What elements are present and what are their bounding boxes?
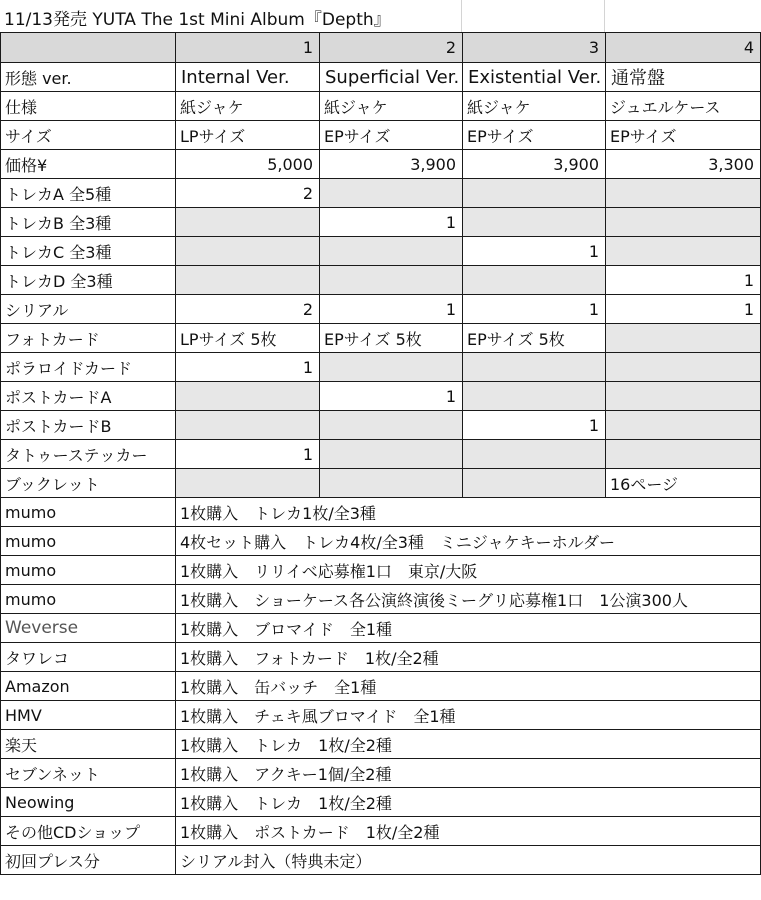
divider [604,0,605,32]
row-label: 価格¥ [1,150,176,179]
shop-row [1,614,761,643]
table-cell: 1 [606,295,761,324]
table-cell [176,382,320,411]
page-title: 11/13発売 YUTA The 1st Mini Album『Depth』 [4,10,391,30]
table-cell: 1 [320,208,463,237]
row-label: トレカA 全5種 [1,179,176,208]
shop-benefit: 1枚購入 ブロマイド 全1種 [176,614,761,643]
table-cell: Internal Ver. [176,63,320,92]
table-cell [463,266,606,295]
shop-benefit: 1枚購入 トレカ 1枚/全2種 [176,730,761,759]
table-cell [320,266,463,295]
row-label: ポストカードA [1,382,176,411]
table-cell [463,382,606,411]
table-cell: 1 [320,382,463,411]
table-cell [320,237,463,266]
table-cell: 2 [176,179,320,208]
table-cell: 2 [176,295,320,324]
table-cell: EPサイズ [606,121,761,150]
table-cell [176,208,320,237]
table-row [1,266,761,295]
row-label: トレカB 全3種 [1,208,176,237]
table-cell: Superficial Ver. [320,63,463,92]
shop-name: 楽天 [1,730,176,759]
shop-name: Amazon [1,672,176,701]
table-row [1,382,761,411]
table-cell [320,440,463,469]
shop-row [1,788,761,817]
shop-row [1,556,761,585]
shop-name: Weverse [1,614,176,643]
table-cell: 紙ジャケ [463,92,606,121]
shop-name: その他CDショップ [1,817,176,846]
table-cell: 紙ジャケ [176,92,320,121]
shop-name: mumo [1,498,176,527]
table-row [1,295,761,324]
table-row [1,179,761,208]
shop-benefit: 4枚セット購入 トレカ4枚/全3種 ミニジャケキーホルダー [176,527,761,556]
table-cell [463,440,606,469]
table-cell: 1 [606,266,761,295]
table-row [1,440,761,469]
column-header: 1 [176,33,320,63]
shop-benefit: 1枚購入 アクキー1個/全2種 [176,759,761,788]
row-label: トレカD 全3種 [1,266,176,295]
row-label: ポラロイドカード [1,353,176,382]
table-cell [176,237,320,266]
table-cell [463,208,606,237]
shop-name: mumo [1,556,176,585]
shop-benefit: 1枚購入 トレカ1枚/全3種 [176,498,761,527]
table-row [1,237,761,266]
table-cell [606,237,761,266]
table-row [1,150,761,179]
table-cell: Existential Ver. [463,63,606,92]
shop-row [1,759,761,788]
table-cell [176,266,320,295]
table-cell [320,179,463,208]
table-row [1,411,761,440]
table-cell [606,382,761,411]
column-header: 3 [463,33,606,63]
shop-name: Neowing [1,788,176,817]
row-label: 形態 ver. [1,63,176,92]
table-cell [176,469,320,498]
shop-benefit: 1枚購入 リリイベ応募権1口 東京/大阪 [176,556,761,585]
shop-row [1,817,761,846]
table-cell: EPサイズ [320,121,463,150]
table-cell [320,411,463,440]
table-cell: 1 [176,440,320,469]
title-row [0,0,746,32]
row-label: ポストカードB [1,411,176,440]
release-table [0,32,761,875]
shop-benefit: 1枚購入 フォトカード 1枚/全2種 [176,643,761,672]
table-cell [463,353,606,382]
shop-name: タワレコ [1,643,176,672]
row-label: トレカC 全3種 [1,237,176,266]
table-cell: 16ページ [606,469,761,498]
shop-row [1,585,761,614]
table-cell [463,469,606,498]
table-cell: 1 [176,353,320,382]
shop-benefit: 1枚購入 トレカ 1枚/全2種 [176,788,761,817]
row-label: タトゥーステッカー [1,440,176,469]
shop-row [1,527,761,556]
table-cell [320,353,463,382]
row-label: 仕様 [1,92,176,121]
shop-name: HMV [1,701,176,730]
table-cell [320,469,463,498]
divider [461,0,462,32]
table-cell: ジュエルケース [606,92,761,121]
table-cell: EPサイズ [463,121,606,150]
table-cell: 1 [463,237,606,266]
table-row [1,353,761,382]
table-row [1,208,761,237]
row-label: ブックレット [1,469,176,498]
shop-row [1,643,761,672]
row-label: シリアル [1,295,176,324]
header-corner [1,33,176,63]
shop-benefit: 1枚購入 缶バッチ 全1種 [176,672,761,701]
table-cell: EPサイズ 5枚 [463,324,606,353]
table-cell: 3,300 [606,150,761,179]
table-cell: EPサイズ 5枚 [320,324,463,353]
table-cell [606,208,761,237]
row-label: フォトカード [1,324,176,353]
table-row [1,469,761,498]
column-header: 2 [320,33,463,63]
table-cell [606,440,761,469]
row-label: サイズ [1,121,176,150]
shop-row [1,672,761,701]
table-cell: 1 [463,295,606,324]
shop-row [1,846,761,875]
table-row [1,324,761,353]
table-cell [606,411,761,440]
header-row [1,33,761,63]
table-cell: 通常盤 [606,63,761,92]
shop-row [1,730,761,759]
table-cell: 1 [463,411,606,440]
table-row [1,121,761,150]
shop-benefit: 1枚購入 ポストカード 1枚/全2種 [176,817,761,846]
table-cell: 5,000 [176,150,320,179]
table-cell: LPサイズ [176,121,320,150]
shop-name: 初回プレス分 [1,846,176,875]
table-cell [606,179,761,208]
shop-name: mumo [1,585,176,614]
shop-benefit: 1枚購入 チェキ風ブロマイド 全1種 [176,701,761,730]
shop-benefit: 1枚購入 ショーケース各公演終演後ミーグリ応募権1口 1公演300人 [176,585,761,614]
table-cell: 紙ジャケ [320,92,463,121]
column-header: 4 [606,33,761,63]
shop-benefit: シリアル封入（特典未定） [176,846,761,875]
shop-row [1,701,761,730]
table-row [1,92,761,121]
shop-row [1,498,761,527]
shop-name: セブンネット [1,759,176,788]
table-cell [606,324,761,353]
table-cell [463,179,606,208]
table-cell: LPサイズ 5枚 [176,324,320,353]
table-cell: 3,900 [320,150,463,179]
table-cell [176,411,320,440]
table-cell: 1 [320,295,463,324]
table-row [1,63,761,92]
table-cell [606,353,761,382]
table-cell: 3,900 [463,150,606,179]
shop-name: mumo [1,527,176,556]
